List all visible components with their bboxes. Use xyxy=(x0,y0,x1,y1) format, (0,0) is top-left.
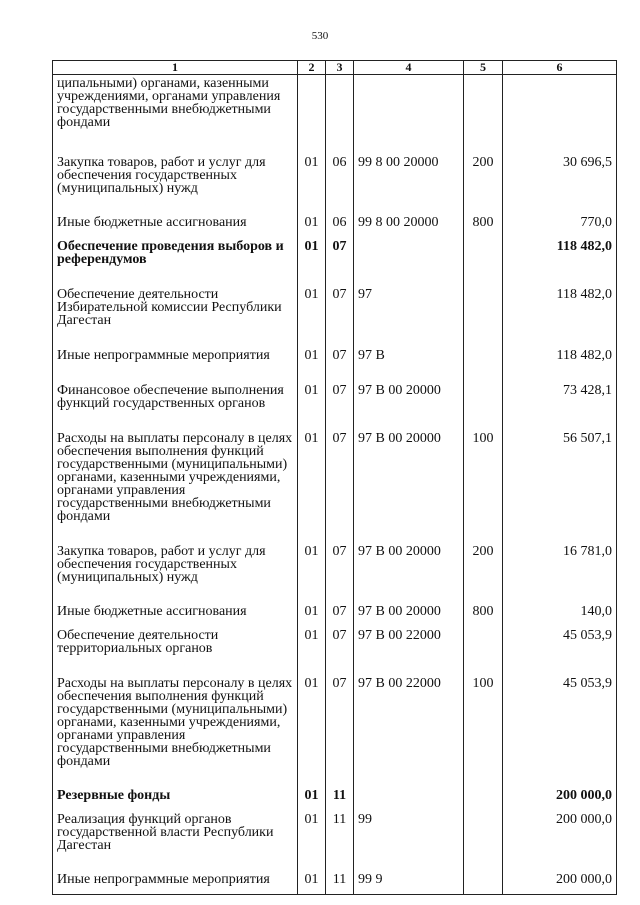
row-subsection: 07 xyxy=(326,346,354,381)
column-header-name: 1 xyxy=(53,61,298,75)
row-subsection: 07 xyxy=(326,237,354,285)
row-target-article: 97 В 00 20000 xyxy=(354,381,464,429)
row-section: 01 xyxy=(298,346,326,381)
row-target-article xyxy=(354,787,464,810)
row-expense-type xyxy=(464,75,503,154)
row-expense-type xyxy=(464,381,503,429)
row-expense-type: 100 xyxy=(464,429,503,542)
row-expense-type xyxy=(464,626,503,674)
row-section: 01 xyxy=(298,787,326,810)
row-name: Иные бюджетные ассигнования xyxy=(53,214,298,237)
table-row xyxy=(53,214,617,237)
row-subsection: 07 xyxy=(326,674,354,787)
table-row xyxy=(53,603,617,626)
row-subsection: 06 xyxy=(326,214,354,237)
row-target-article: 99 xyxy=(354,810,464,871)
row-section: 01 xyxy=(298,429,326,542)
row-section: 01 xyxy=(298,674,326,787)
row-target-article: 97 В 00 20000 xyxy=(354,429,464,542)
row-section: 01 xyxy=(298,626,326,674)
table-row xyxy=(53,542,617,603)
row-target-article: 97 В 00 22000 xyxy=(354,626,464,674)
row-target-article: 99 9 xyxy=(354,871,464,895)
row-section: 01 xyxy=(298,237,326,285)
row-name: Финансовое обеспечение выполнения функций государственных органов xyxy=(53,381,298,429)
row-amount xyxy=(503,75,617,154)
row-name: Иные бюджетные ассигнования xyxy=(53,603,298,626)
table-row xyxy=(53,75,617,154)
row-amount: 73 428,1 xyxy=(503,381,617,429)
row-amount: 118 482,0 xyxy=(503,285,617,346)
row-subsection: 11 xyxy=(326,787,354,810)
row-target-article: 97 В 00 20000 xyxy=(354,603,464,626)
table-row xyxy=(53,674,617,787)
column-header-amount: 6 xyxy=(503,61,617,75)
row-name: Закупка товаров, работ и услуг для обеспечения государственных (муниципальных) нужд xyxy=(53,153,298,214)
row-subsection: 11 xyxy=(326,871,354,895)
row-subsection: 07 xyxy=(326,603,354,626)
row-section: 01 xyxy=(298,542,326,603)
row-subsection xyxy=(326,75,354,154)
row-amount: 118 482,0 xyxy=(503,346,617,381)
row-section: 01 xyxy=(298,603,326,626)
row-amount: 200 000,0 xyxy=(503,787,617,810)
row-amount: 45 053,9 xyxy=(503,674,617,787)
row-subsection: 07 xyxy=(326,381,354,429)
row-subsection: 07 xyxy=(326,285,354,346)
row-expense-type: 100 xyxy=(464,674,503,787)
table-header-row xyxy=(53,61,617,75)
row-section xyxy=(298,75,326,154)
row-amount: 45 053,9 xyxy=(503,626,617,674)
row-name: Реализация функций органов государственной власти Республики Дагестан xyxy=(53,810,298,871)
row-section: 01 xyxy=(298,214,326,237)
row-amount: 30 696,5 xyxy=(503,153,617,214)
table-row xyxy=(53,787,617,810)
row-name: Закупка товаров, работ и услуг для обеспечения государственных (муниципальных) нужд xyxy=(53,542,298,603)
row-subsection: 06 xyxy=(326,153,354,214)
table-row xyxy=(53,346,617,381)
row-target-article: 97 В 00 20000 xyxy=(354,542,464,603)
row-amount: 56 507,1 xyxy=(503,429,617,542)
row-name: Расходы на выплаты персоналу в целях обеспечения выполнения функций государственными (муниципальными) органами, казенными учреждениями, органами управления государственными внебюджетными фондами xyxy=(53,674,298,787)
row-expense-type: 200 xyxy=(464,542,503,603)
row-subsection: 07 xyxy=(326,429,354,542)
table-row xyxy=(53,429,617,542)
row-name: Обеспечение проведения выборов и референдумов xyxy=(53,237,298,285)
column-header-target-article: 4 xyxy=(354,61,464,75)
row-subsection: 07 xyxy=(326,542,354,603)
table-row xyxy=(53,153,617,214)
row-expense-type xyxy=(464,346,503,381)
page-number: 530 xyxy=(311,30,329,42)
table-row xyxy=(53,871,617,895)
row-section: 01 xyxy=(298,871,326,895)
row-name: Резервные фонды xyxy=(53,787,298,810)
row-target-article xyxy=(354,75,464,154)
column-header-subsection: 3 xyxy=(326,61,354,75)
row-name: ципальными) органами, казенными учреждениями, органами управления государственными внебюджетными фондами xyxy=(53,75,298,154)
row-section: 01 xyxy=(298,285,326,346)
row-amount: 140,0 xyxy=(503,603,617,626)
column-header-expense-type: 5 xyxy=(464,61,503,75)
row-name: Иные непрограммные мероприятия xyxy=(53,346,298,381)
row-amount: 16 781,0 xyxy=(503,542,617,603)
table-row xyxy=(53,810,617,871)
row-target-article: 97 В xyxy=(354,346,464,381)
row-target-article: 97 xyxy=(354,285,464,346)
row-target-article: 97 В 00 22000 xyxy=(354,674,464,787)
row-expense-type xyxy=(464,285,503,346)
budget-table xyxy=(52,60,617,895)
row-section: 01 xyxy=(298,810,326,871)
row-amount: 118 482,0 xyxy=(503,237,617,285)
row-subsection: 11 xyxy=(326,810,354,871)
row-subsection: 07 xyxy=(326,626,354,674)
table-row xyxy=(53,381,617,429)
row-expense-type xyxy=(464,810,503,871)
column-header-section: 2 xyxy=(298,61,326,75)
row-expense-type xyxy=(464,237,503,285)
row-expense-type xyxy=(464,787,503,810)
row-amount: 200 000,0 xyxy=(503,810,617,871)
row-expense-type: 800 xyxy=(464,603,503,626)
row-expense-type xyxy=(464,871,503,895)
row-expense-type: 800 xyxy=(464,214,503,237)
row-name: Обеспечение деятельности Избирательной комиссии Республики Дагестан xyxy=(53,285,298,346)
row-section: 01 xyxy=(298,153,326,214)
row-name: Обеспечение деятельности территориальных органов xyxy=(53,626,298,674)
table-row xyxy=(53,237,617,285)
table-row xyxy=(53,285,617,346)
row-amount: 200 000,0 xyxy=(503,871,617,895)
row-expense-type: 200 xyxy=(464,153,503,214)
row-name: Расходы на выплаты персоналу в целях обеспечения выполнения функций государственными (муниципальными) органами, казенными учреждениями, органами управления государственными внебюджетными фондами xyxy=(53,429,298,542)
row-target-article: 99 8 00 20000 xyxy=(354,153,464,214)
row-amount: 770,0 xyxy=(503,214,617,237)
row-name: Иные непрограммные мероприятия xyxy=(53,871,298,895)
row-target-article: 99 8 00 20000 xyxy=(354,214,464,237)
table-row xyxy=(53,626,617,674)
row-target-article xyxy=(354,237,464,285)
row-section: 01 xyxy=(298,381,326,429)
